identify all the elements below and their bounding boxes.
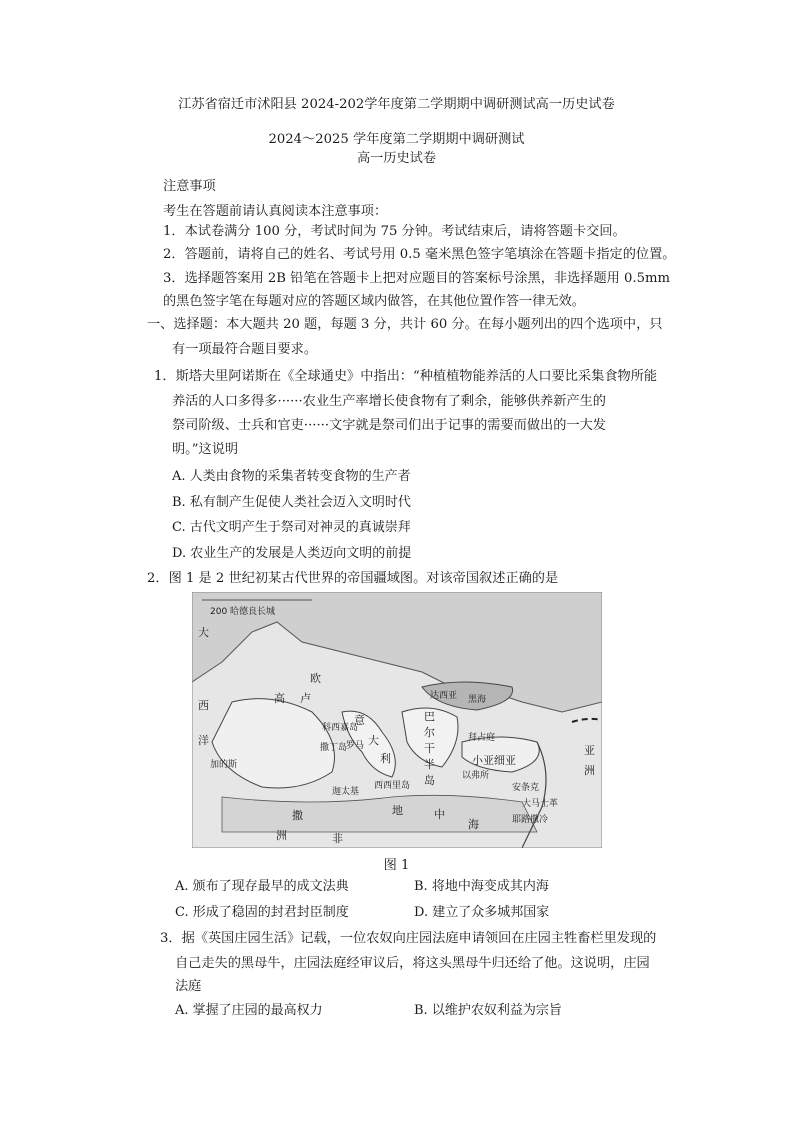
map-label-asia-minor: 小亚细亚: [472, 754, 516, 767]
map-label-lu: 卢: [300, 692, 311, 705]
map-label-black-sea: 黑海: [468, 695, 487, 705]
map-label-dao: 岛: [424, 774, 435, 787]
question-1-option-c: C. 古代文明产生于祭司对神灵的真诚崇拜: [172, 520, 411, 535]
question-3-option-a: A. 掌握了庄园的最高权力: [175, 1003, 323, 1018]
map-label-di: 地: [392, 804, 403, 817]
question-3-line-3: 法庭: [175, 979, 202, 994]
section-heading-cont: 有一项最符合题目要求。: [172, 342, 318, 357]
map-label-xi: 西: [198, 699, 209, 712]
map-label-damascus: 大马士革: [522, 799, 559, 809]
exam-title: 2024～2025 学年度第二学期期中调研测试: [268, 132, 525, 147]
map-label-sa: 撒: [292, 809, 303, 822]
question-1-line-3: 祭司阶级、士兵和官吏······文字就是祭司们出于记事的需要而做出的一大发: [172, 418, 606, 433]
map-label-zhou: 洲: [276, 829, 287, 842]
source-title: 江苏省宿迁市沭阳县 2024-202学年度第二学期期中调研测试高一历史试卷: [178, 97, 615, 112]
map-label-ya: 亚: [584, 744, 595, 757]
empire-map: [192, 592, 602, 848]
figure-caption: 图 1: [383, 858, 410, 873]
notice-heading: 注意事项: [163, 179, 216, 194]
map-label-li: 利: [380, 752, 391, 765]
question-2-option-d: D. 建立了众多城邦国家: [414, 905, 550, 920]
question-3-line-2: 自己走失的黑母牛，庄园法庭经审议后，将这头黑母牛归还给了他。这说明，庄园: [175, 956, 650, 971]
map-label-yi: 意: [354, 714, 365, 727]
question-1-option-a: A. 人类由食物的采集者转变食物的生产者: [172, 469, 411, 484]
map-label-gan: 干: [424, 742, 435, 755]
question-1-option-d: D. 农业生产的发展是人类迈向文明的前提: [172, 546, 412, 561]
section-heading: 一、选择题：本大题共 20 题，每题 3 分，共计 60 分。在每小题列出的四个选项中，只: [147, 317, 663, 332]
question-1-line-2: 养活的人口多得多······农业生产率增长使食物有了剩余，能够供养新产生的: [172, 394, 606, 409]
question-1-option-b: B. 私有制产生促使人类社会迈入文明时代: [172, 495, 411, 510]
map-label-fei: 非: [332, 832, 343, 845]
map-label-byzantium: 拜占庭: [468, 733, 496, 743]
map-label-rome: 罗马: [346, 741, 365, 751]
map-label-zhou2: 洲: [584, 764, 595, 777]
notice-item-2: 2．答题前，请将自己的姓名、考试号用 0.5 毫米黑色签字笔填涂在答题卡指定的位置。: [163, 247, 676, 262]
question-1-line-4: 明。”这说明: [172, 442, 239, 457]
map-label-sicily: 西西里岛: [374, 781, 411, 791]
notice-item-3-cont: 的黑色签字笔在每题对应的答题区域内做答，在其他位置作答一律无效。: [163, 294, 585, 309]
map-label-sardinia: 撒丁岛: [320, 743, 348, 753]
question-2-option-b: B. 将地中海变成其内海: [414, 879, 549, 894]
map-label-jialisi: 加的斯: [210, 760, 238, 770]
map-label-carthage: 迦太基: [332, 787, 360, 797]
map-label-er: 尔: [424, 726, 435, 739]
map-label-wall: 200 哈德良长城: [210, 607, 276, 617]
question-3-option-b: B. 以维护农奴利益为宗旨: [414, 1003, 562, 1018]
question-2-option-a: A. 颁布了现存最早的成文法典: [175, 879, 349, 894]
map-label-ou: 欧: [310, 672, 321, 685]
map-label-corsica: 科西嘉岛: [322, 723, 359, 733]
notice-item-1: 1．本试卷满分 100 分，考试时间为 75 分钟。考试结束后，请将答题卡交回。: [163, 224, 626, 239]
map-label-zhong: 中: [434, 808, 445, 821]
notice-item-3: 3．选择题答案用 2B 铅笔在答题卡上把对应题目的答案标号涂黑，非选择题用 0.5mm: [163, 271, 671, 286]
map-label-dacia: 达西亚: [430, 691, 458, 701]
question-3-line-1: 3．据《英国庄园生活》记载，一位农奴向庄园法庭申请领回在庄园主牲畜栏里发现的: [160, 931, 657, 946]
map-label-hai: 海: [468, 818, 479, 831]
notice-intro: 考生在答题前请认真阅读本注意事项：: [163, 204, 388, 219]
question-1-line-1: 1．斯塔夫里阿诺斯在《全球通史》中指出：“种植植物能养活的人口要比采集食物所能: [154, 369, 658, 384]
map-label-da: 大: [198, 626, 209, 639]
map-label-ban: 半: [424, 758, 435, 771]
map-label-jerusalem: 耶路撒冷: [512, 815, 549, 825]
map-label-ba: 巴: [424, 710, 435, 723]
map-label-ephesus: 以弗所: [462, 771, 490, 781]
map-label-da2: 大: [368, 734, 379, 747]
subject-title: 高一历史试卷: [356, 151, 437, 166]
map-label-gao: 高: [274, 692, 285, 705]
question-2-option-c: C. 形成了稳固的封君封臣制度: [175, 905, 349, 920]
map-label-antioch: 安条克: [512, 783, 540, 793]
question-2-line-1: 2．图 1 是 2 世纪初某古代世界的帝国疆域图。对该帝国叙述正确的是: [147, 571, 559, 586]
map-label-ocean: 洋: [198, 734, 209, 747]
